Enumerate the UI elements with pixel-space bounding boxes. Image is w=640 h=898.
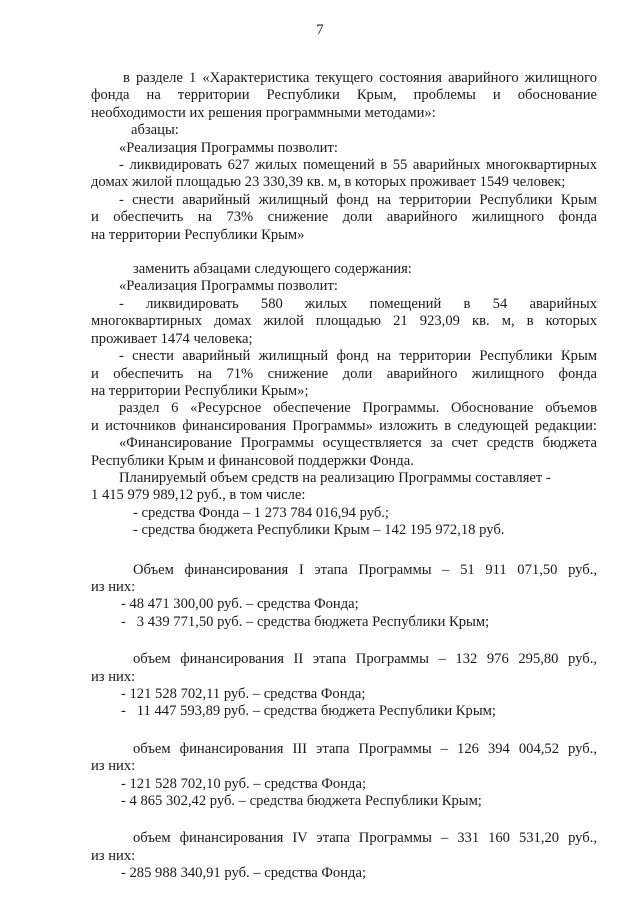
text-line: домах жилой площадью 23 330,39 кв. м, в которых проживает 1549 человек; [91, 174, 566, 191]
text-line: проживает 1474 человека; [91, 330, 253, 347]
text-line: фонда на территории Республики Крым, проблемы и обоснование [91, 87, 597, 104]
text-line: и обеспечить на 71% снижение доли аварийного жилищного фонда [91, 365, 597, 382]
text-line: абзацы: [131, 122, 179, 139]
text-line: объем финансирования II этапа Программы – 132 976 295,80 руб., [133, 651, 597, 668]
list-item: - 285 988 340,91 руб. – средства Фонда; [121, 865, 367, 882]
text-line: необходимости их решения программными методами»: [91, 104, 436, 121]
text-line: и источников финансирования Программы» изложить в следующей редакции: [91, 417, 597, 434]
text-line: в разделе 1 «Характеристика текущего состояния аварийного жилищного [123, 70, 597, 86]
page-number: 7 [316, 22, 324, 38]
text-line: объем финансирования III этапа Программы – 126 394 004,52 руб., [133, 740, 597, 757]
list-item: - 3 439 771,50 руб. – средства бюджета Республики Крым; [121, 613, 490, 630]
text-line: раздел 6 «Ресурсное обеспечение Программы. Обоснование объемов [119, 400, 597, 417]
text-line: - ликвидировать 627 жилых помещений в 55 аварийных многоквартирных [119, 157, 597, 174]
list-item: - 121 528 702,11 руб. – средства Фонда; [121, 686, 366, 702]
text-line: - снести аварийный жилищный фонд на территории Республики Крым [119, 191, 597, 208]
text-line: Объем финансирования I этапа Программы – 51 911 071,50 руб., [133, 561, 597, 578]
text-line: - ликвидировать 580 жилых помещений в 54 аварийных [119, 295, 597, 312]
text-line: Республики Крым и финансовой поддержки Фонда. [91, 452, 414, 469]
list-item: - средства Фонда – 1 273 784 016,94 руб.; [133, 504, 389, 521]
text-line: на территории Республики Крым» [91, 226, 305, 243]
list-item: - средства бюджета Республики Крым – 142 195 972,18 руб. [133, 522, 505, 539]
text-line: «Финансирование Программы осуществляется за счет средств бюджета [119, 435, 597, 452]
text-line: из них: [91, 578, 136, 595]
list-item: - 48 471 300,00 руб. – средства Фонда; [121, 596, 359, 613]
text-line: «Реализация Программы позволит: [119, 139, 338, 156]
text-line: объем финансирования IV этапа Программы – 331 160 531,20 руб., [133, 830, 597, 847]
text-line: 1 415 979 989,12 руб., в том числе: [91, 487, 306, 504]
text-line: Планируемый объем средств на реализацию Программы составляет - [119, 469, 551, 486]
document-body [91, 70, 597, 883]
text-line: «Реализация Программы позволит: [119, 278, 338, 295]
list-item: - 11 447 593,89 руб. – средства бюджета Республики Крым; [121, 703, 496, 720]
text-line: - снести аварийный жилищный фонд на территории Республики Крым [119, 348, 597, 365]
text-line: и обеспечить на 73% снижение доли аварийного жилищного фонда [91, 209, 597, 226]
text-line: из них: [91, 758, 136, 775]
list-item: - 4 865 302,42 руб. – средства бюджета Республики Крым; [121, 793, 482, 810]
text-line: на территории Республики Крым»; [91, 382, 309, 399]
list-item: - 121 528 702,10 руб. – средства Фонда; [121, 775, 367, 792]
text-line: заменить абзацами следующего содержания: [133, 261, 412, 278]
text-line: из них: [91, 847, 136, 864]
text-line: из них: [91, 668, 136, 685]
text-line: многоквартирных домах жилой площадью 21 923,09 кв. м, в которых [91, 313, 597, 330]
